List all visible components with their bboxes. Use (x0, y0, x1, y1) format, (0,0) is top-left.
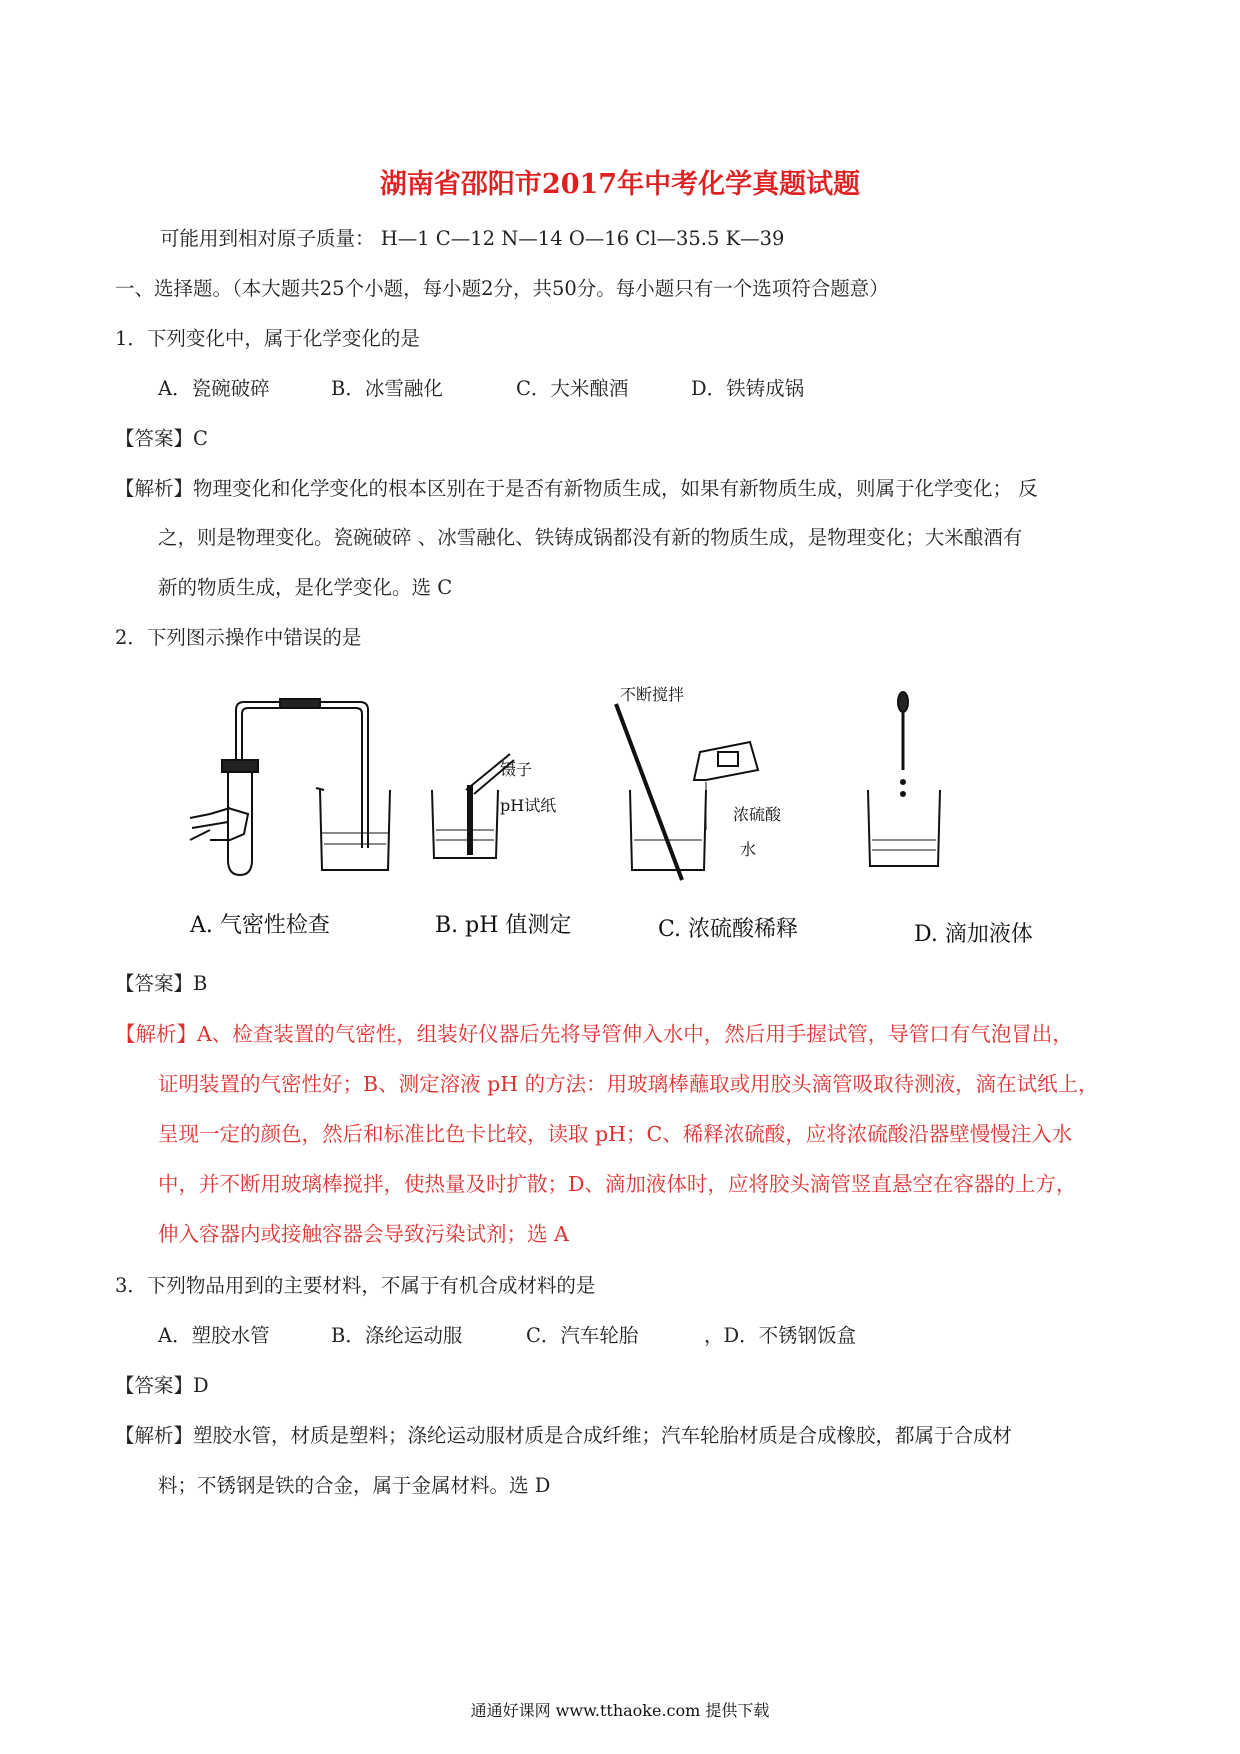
q3-analysis-line-2: 料；不锈钢是铁的合金，属于金属材料。选 D (158, 1474, 551, 1497)
q2-analysis-line-3: 呈现一定的颜色，然后和标准比色卡比较，读取 pH；C、稀释浓硫酸，应将浓硫酸沿器壁慢慢注入水 (158, 1122, 1073, 1146)
label-ph-paper: pH试纸 (500, 796, 557, 815)
atomic-mass-line: 可能用到相对原子质量： H—1 C—12 N—14 O—16 Cl—35.5 K—39 (160, 227, 785, 250)
q2-figure (170, 685, 1070, 950)
apparatus-c-illustration (610, 690, 780, 890)
q3-stem: 3．下列物品用到的主要材料，不属于有机合成材料的是 (115, 1274, 596, 1297)
q3-answer: 【答案】D (115, 1374, 209, 1397)
footer-source: 通通好课网 www.tthaoke.com 提供下载 (470, 1701, 770, 1720)
label-acid: 浓硫酸 (733, 805, 782, 824)
label-stir: 不断搅拌 (620, 685, 685, 704)
q1-option-c: C．大米酿酒 (516, 377, 629, 400)
q1-analysis-line-2: 之，则是物理变化。瓷碗破碎 、冰雪融化、铁铸成锅都没有新的物质生成，是物理变化；大米酿酒有 (158, 526, 1023, 549)
q1-option-b: B．冰雪融化 (331, 377, 443, 400)
q1-stem: 1．下列变化中，属于化学变化的是 (115, 327, 420, 350)
q3-option-b: B．涤纶运动服 (331, 1324, 463, 1347)
q3-options (158, 1322, 856, 1350)
label-water: 水 (740, 840, 757, 859)
apparatus-a-illustration (170, 690, 400, 890)
q3-option-d: ，D．不锈钢饭盒 (704, 1324, 857, 1347)
label-tweezers: 镊子 (500, 760, 533, 779)
q2-stem: 2．下列图示操作中错误的是 (115, 626, 362, 649)
section-heading: 一、选择题。（本大题共25个小题，每小题2分，共50分。每小题只有一个选项符合题意） (115, 277, 889, 300)
q2-analysis-line-4: 中，并不断用玻璃棒搅拌，使热量及时扩散；D、滴加液体时，应将胶头滴管竖直悬空在容器的上方， (158, 1172, 1077, 1196)
q2-answer: 【答案】B (115, 972, 208, 995)
caption-a: A. 气密性检查 (190, 913, 330, 938)
caption-b: B. pH 值测定 (435, 913, 572, 938)
q1-answer: 【答案】C (115, 427, 208, 450)
q1-option-a: A．瓷碗破碎 (158, 377, 270, 400)
q2-analysis-line-5: 伸入容器内或接触容器会导致污染试剂；选 A (158, 1222, 569, 1246)
q2-analysis-line-2: 证明装置的气密性好；B、测定溶液 pH 的方法：用玻璃棒蘸取或用胶头滴管吸取待测液，滴在试纸上， (158, 1072, 1099, 1096)
q1-analysis-line-1: 【解析】物理变化和化学变化的根本区别在于是否有新物质生成，如果有新物质生成，则属于化学变化； 反 (115, 477, 1038, 500)
q3-analysis-line-1: 【解析】塑胶水管，材质是塑料；涤纶运动服材质是合成纤维；汽车轮胎材质是合成橡胶，都属于合成材 (115, 1424, 1013, 1447)
q1-analysis-line-3: 新的物质生成，是化学变化。选 C (158, 576, 453, 599)
q1-options (158, 375, 804, 403)
q1-option-d: D．铁铸成锅 (691, 377, 805, 400)
apparatus-b-illustration (430, 690, 550, 890)
q3-option-c: C．汽车轮胎 (526, 1324, 639, 1347)
caption-d: D. 滴加液体 (914, 922, 1033, 947)
page-title: 湖南省邵阳市2017年中考化学真题试题 (379, 169, 861, 200)
q3-option-a: A．塑胶水管 (158, 1324, 270, 1347)
caption-c: C. 浓硫酸稀释 (658, 917, 799, 942)
q2-analysis-line-1: 【解析】A、检查装置的气密性，组装好仪器后先将导管伸入水中，然后用手握试管，导管口有气泡冒出， (115, 1022, 1073, 1046)
apparatus-d-illustration (860, 690, 960, 890)
